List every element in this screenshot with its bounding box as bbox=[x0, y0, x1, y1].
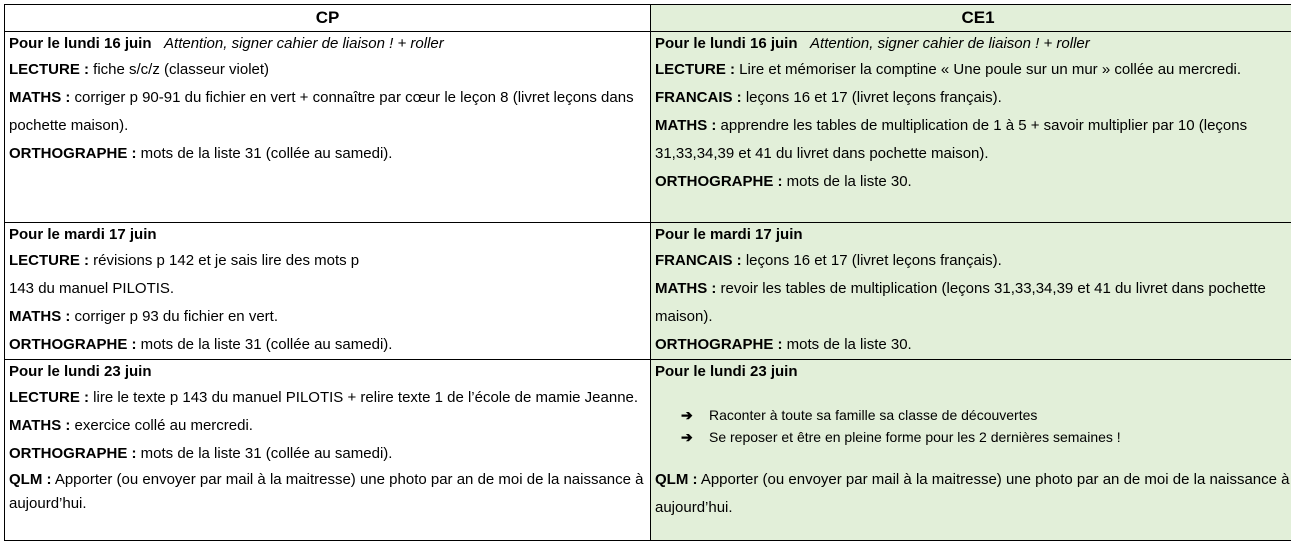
homework-line bbox=[655, 84, 1291, 112]
arrow-right-icon: ➔ bbox=[681, 407, 693, 423]
arrow-right-icon: ➔ bbox=[681, 429, 693, 445]
subject-label: LECTURE : bbox=[9, 389, 89, 406]
cp-cell-lundi-16 bbox=[5, 32, 651, 223]
table-row bbox=[5, 360, 1291, 541]
header-ce1: CE1 bbox=[651, 5, 1291, 32]
ce1-cell-lundi-23 bbox=[651, 360, 1291, 541]
ce1-cell-mardi-17 bbox=[651, 223, 1291, 360]
homework-line bbox=[9, 468, 646, 516]
day-heading: Pour le lundi 16 juin bbox=[9, 35, 152, 52]
subject-label: ORTHOGRAPHE : bbox=[655, 336, 783, 353]
subject-label: QLM : bbox=[655, 471, 698, 488]
homework-line bbox=[655, 247, 1291, 275]
homework-line bbox=[9, 56, 646, 84]
homework-text: mots de la liste 31 (collée au samedi). bbox=[136, 445, 393, 462]
homework-line bbox=[655, 466, 1291, 522]
ce1-cell-lundi-16 bbox=[651, 32, 1291, 223]
homework-text: mots de la liste 30. bbox=[782, 173, 912, 190]
bullet-text: Raconter à toute sa famille sa classe de découvertes bbox=[709, 407, 1038, 423]
day-heading: Pour le mardi 17 juin bbox=[655, 226, 803, 243]
homework-text: apprendre les tables de multiplication de 1 à 5 + savoir multiplier par 10 (leçons 31,33,34,39 et 41 du livret dans pochette maison). bbox=[655, 117, 1248, 162]
homework-line bbox=[9, 412, 646, 440]
homework-text: leçons 16 et 17 (livret leçons français). bbox=[741, 252, 1002, 269]
homework-text: revoir les tables de multiplication (leçons 31,33,34,39 et 41 du livret dans pochette maison). bbox=[655, 280, 1266, 325]
cell-heading-line bbox=[9, 32, 646, 56]
bullet-item bbox=[681, 404, 1291, 426]
subject-label: FRANCAIS : bbox=[655, 89, 742, 106]
bullet-item bbox=[681, 426, 1291, 448]
homework-text: corriger p 93 du fichier en vert. bbox=[70, 308, 278, 325]
subject-label: MATHS : bbox=[9, 417, 71, 434]
homework-text: Lire et mémoriser la comptine « Une poule sur un mur » collée au mercredi. bbox=[735, 61, 1242, 78]
homework-text: mots de la liste 31 (collée au samedi). bbox=[136, 336, 393, 353]
day-heading: Pour le lundi 23 juin bbox=[9, 363, 152, 380]
homework-text: corriger p 90-91 du fichier en vert + connaître par cœur le leçon 8 (livret leçons dans pochette maison). bbox=[9, 89, 634, 134]
homework-text: mots de la liste 31 (collée au samedi). bbox=[136, 145, 393, 162]
homework-text: fiche s/c/z (classeur violet) bbox=[89, 61, 270, 78]
homework-text: lire le texte p 143 du manuel PILOTIS + relire texte 1 de l’école de mamie Jeanne. bbox=[89, 389, 639, 406]
subject-label: MATHS : bbox=[9, 89, 71, 106]
homework-text: leçons 16 et 17 (livret leçons français). bbox=[741, 89, 1002, 106]
homework-text: exercice collé au mercredi. bbox=[70, 417, 253, 434]
homework-table bbox=[4, 4, 1291, 541]
subject-label: FRANCAIS : bbox=[655, 252, 742, 269]
homework-line bbox=[9, 84, 646, 140]
bullet-text: Se reposer et être en pleine forme pour les 2 dernières semaines ! bbox=[709, 429, 1121, 445]
subject-label: LECTURE : bbox=[9, 61, 89, 78]
subject-label: QLM : bbox=[9, 471, 52, 488]
table-row bbox=[5, 223, 1291, 360]
cp-cell-lundi-23 bbox=[5, 360, 651, 541]
homework-line bbox=[655, 56, 1291, 84]
subject-label: MATHS : bbox=[9, 308, 71, 325]
table-row bbox=[5, 32, 1291, 223]
homework-line bbox=[9, 303, 646, 331]
homework-line bbox=[655, 112, 1291, 168]
homework-line bbox=[9, 440, 646, 468]
subject-label: MATHS : bbox=[655, 280, 717, 297]
subject-label: ORTHOGRAPHE : bbox=[9, 145, 137, 162]
homework-line bbox=[9, 384, 646, 412]
subject-label: ORTHOGRAPHE : bbox=[9, 445, 137, 462]
subject-label: ORTHOGRAPHE : bbox=[655, 173, 783, 190]
subject-label: ORTHOGRAPHE : bbox=[9, 336, 137, 353]
cp-cell-mardi-17 bbox=[5, 223, 651, 360]
header-row bbox=[5, 5, 1291, 32]
day-heading: Pour le mardi 17 juin bbox=[9, 226, 157, 243]
homework-line bbox=[9, 247, 646, 275]
homework-line bbox=[655, 331, 1291, 359]
day-heading: Pour le lundi 16 juin bbox=[655, 35, 798, 52]
note: Attention, signer cahier de liaison ! + roller bbox=[810, 35, 1090, 52]
homework-line bbox=[9, 331, 646, 359]
header-cp: CP bbox=[5, 5, 651, 32]
note: Attention, signer cahier de liaison ! + roller bbox=[164, 35, 444, 52]
homework-line bbox=[655, 168, 1291, 196]
homework-line bbox=[9, 140, 646, 168]
cell-heading-line bbox=[655, 32, 1291, 56]
subject-label: MATHS : bbox=[655, 117, 717, 134]
subject-label: LECTURE : bbox=[9, 252, 89, 269]
homework-text: Apporter (ou envoyer par mail à la maitresse) une photo par an de moi de la naissance à aujourd’hui. bbox=[655, 471, 1290, 516]
subject-label: LECTURE : bbox=[655, 61, 735, 78]
homework-text: mots de la liste 30. bbox=[782, 336, 912, 353]
homework-text: Apporter (ou envoyer par mail à la maitresse) une photo par an de moi de la naissance à aujourd’hui. bbox=[9, 471, 644, 512]
homework-line bbox=[655, 275, 1291, 331]
day-heading: Pour le lundi 23 juin bbox=[655, 363, 798, 380]
homework-line-continued: 143 du manuel PILOTIS. bbox=[9, 280, 175, 297]
bullet-list bbox=[681, 404, 1291, 448]
homework-text: révisions p 142 et je sais lire des mots p bbox=[89, 252, 360, 269]
